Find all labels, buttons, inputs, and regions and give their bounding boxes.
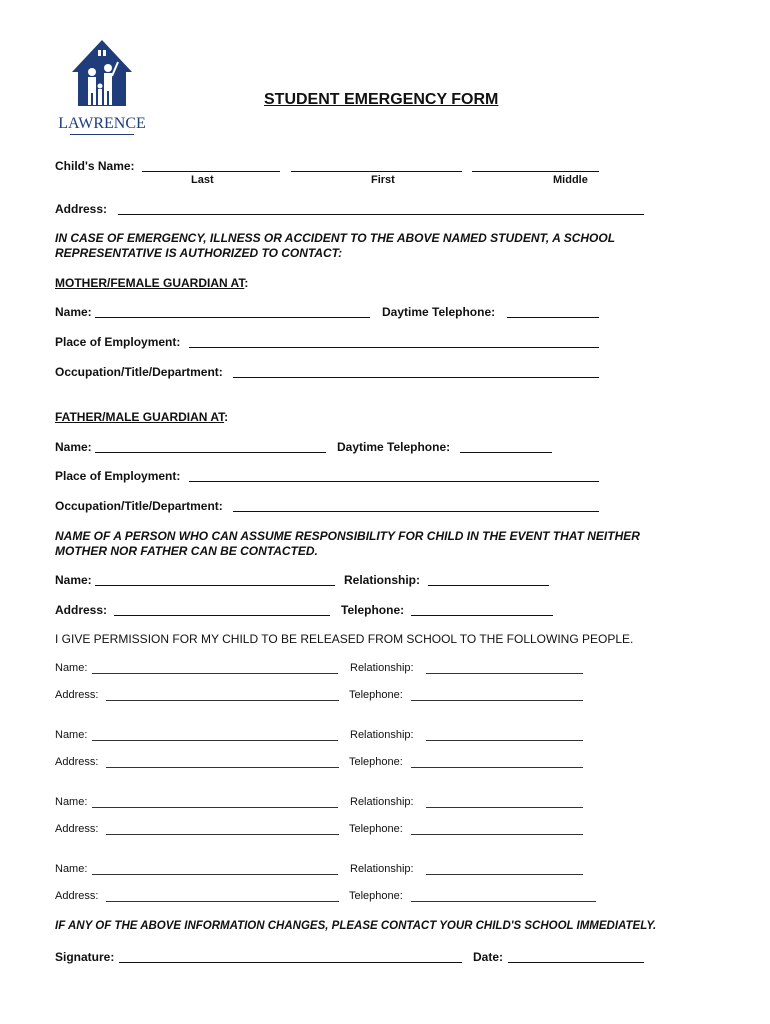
- release-2-relationship-label: Relationship:: [350, 729, 414, 741]
- childs-name-label: Child's Name:: [55, 159, 135, 173]
- release-3-telephone-label: Telephone:: [349, 823, 403, 835]
- release-1-relationship-label: Relationship:: [350, 662, 414, 674]
- alternate-contact-note: NAME OF A PERSON WHO CAN ASSUME RESPONSIBILITY FOR CHILD IN THE EVENT THAT NEITHER MOTHER NOR FATHER CAN BE CONTACTED.: [55, 529, 640, 558]
- mother-phone-label: Daytime Telephone:: [382, 305, 496, 319]
- release-2-address-label: Address:: [55, 756, 99, 768]
- mother-heading-text: MOTHER/FEMALE GUARDIAN AT: [55, 276, 245, 290]
- father-name-label: Name:: [55, 440, 92, 454]
- alternate-address-label: Address:: [55, 603, 108, 617]
- release-4-telephone-field[interactable]: [411, 901, 596, 902]
- alternate-name-field[interactable]: [95, 585, 335, 586]
- mother-employment-field[interactable]: [189, 347, 599, 348]
- release-3-name-label: Name:: [55, 796, 88, 808]
- page-title: STUDENT EMERGENCY FORM: [264, 91, 499, 108]
- release-4-name-field[interactable]: [92, 874, 338, 875]
- father-heading-text: FATHER/MALE GUARDIAN AT: [55, 410, 225, 424]
- release-2-telephone-label: Telephone:: [349, 756, 403, 768]
- release-1-address-field[interactable]: [106, 700, 339, 701]
- alternate-relationship-field[interactable]: [428, 585, 549, 586]
- child-address-field[interactable]: [118, 214, 644, 215]
- release-4-relationship-field[interactable]: [426, 874, 583, 875]
- mother-name-label: Name:: [55, 305, 92, 319]
- alternate-address-field[interactable]: [114, 615, 330, 616]
- information-change-notice: IF ANY OF THE ABOVE INFORMATION CHANGES, PLEASE CONTACT YOUR CHILD'S SCHOOL IMMEDIATELY.: [55, 920, 657, 932]
- emergency-authorization-note: IN CASE OF EMERGENCY, ILLNESS OR ACCIDENT TO THE ABOVE NAMED STUDENT, A SCHOOL REPRESENTATIVE IS AUTHORIZED TO CONTACT:: [55, 231, 615, 260]
- father-occupation-field[interactable]: [233, 511, 599, 512]
- release-3-telephone-field[interactable]: [411, 834, 583, 835]
- release-3-address-field[interactable]: [106, 834, 339, 835]
- father-employment-field[interactable]: [189, 481, 599, 482]
- mother-occupation-field[interactable]: [233, 377, 599, 378]
- release-permission-statement: I GIVE PERMISSION FOR MY CHILD TO BE RELEASED FROM SCHOOL TO THE FOLLOWING PEOPLE.: [55, 632, 634, 646]
- release-4-address-label: Address:: [55, 890, 99, 902]
- father-section-heading: [55, 410, 228, 424]
- father-occupation-label: Occupation/Title/Department:: [55, 499, 223, 513]
- first-label: First: [371, 174, 395, 186]
- signature-label: Signature:: [55, 950, 115, 964]
- signature-field[interactable]: [119, 962, 462, 963]
- release-2-address-field[interactable]: [106, 767, 339, 768]
- release-1-address-label: Address:: [55, 689, 99, 701]
- father-phone-label: Daytime Telephone:: [337, 440, 451, 454]
- mother-name-field[interactable]: [95, 317, 370, 318]
- logo-rule: [70, 134, 134, 135]
- child-last-name-field[interactable]: [142, 171, 280, 172]
- release-2-relationship-field[interactable]: [426, 740, 583, 741]
- release-1-telephone-field[interactable]: [411, 700, 583, 701]
- mother-section-heading: [55, 276, 248, 290]
- father-phone-field[interactable]: [460, 452, 552, 453]
- father-name-field[interactable]: [95, 452, 326, 453]
- release-3-relationship-field[interactable]: [426, 807, 583, 808]
- child-address-label: Address:: [55, 202, 108, 216]
- alternate-name-label: Name:: [55, 573, 92, 587]
- alternate-telephone-label: Telephone:: [341, 603, 405, 617]
- logo-wordmark: LAWRENCE: [58, 115, 146, 132]
- child-middle-name-field[interactable]: [472, 171, 599, 172]
- release-4-relationship-label: Relationship:: [350, 863, 414, 875]
- mother-heading-colon: :: [244, 276, 249, 290]
- father-employment-label: Place of Employment:: [55, 469, 181, 483]
- release-2-telephone-field[interactable]: [411, 767, 583, 768]
- release-4-address-field[interactable]: [106, 901, 339, 902]
- release-1-name-label: Name:: [55, 662, 88, 674]
- release-4-telephone-label: Telephone:: [349, 890, 403, 902]
- last-label: Last: [191, 174, 214, 186]
- middle-label: Middle: [553, 174, 588, 186]
- father-heading-colon: :: [224, 410, 229, 424]
- alternate-relationship-label: Relationship:: [344, 573, 421, 587]
- mother-phone-field[interactable]: [507, 317, 599, 318]
- release-1-telephone-label: Telephone:: [349, 689, 403, 701]
- release-2-name-label: Name:: [55, 729, 88, 741]
- release-3-name-field[interactable]: [92, 807, 338, 808]
- mother-employment-label: Place of Employment:: [55, 335, 181, 349]
- mother-occupation-label: Occupation/Title/Department:: [55, 365, 223, 379]
- child-first-name-field[interactable]: [291, 171, 462, 172]
- release-1-relationship-field[interactable]: [426, 673, 583, 674]
- alternate-telephone-field[interactable]: [411, 615, 553, 616]
- date-label: Date:: [473, 950, 504, 964]
- release-4-name-label: Name:: [55, 863, 88, 875]
- release-1-name-field[interactable]: [92, 673, 338, 674]
- release-2-name-field[interactable]: [92, 740, 338, 741]
- release-3-relationship-label: Relationship:: [350, 796, 414, 808]
- release-3-address-label: Address:: [55, 823, 99, 835]
- date-field[interactable]: [508, 962, 644, 963]
